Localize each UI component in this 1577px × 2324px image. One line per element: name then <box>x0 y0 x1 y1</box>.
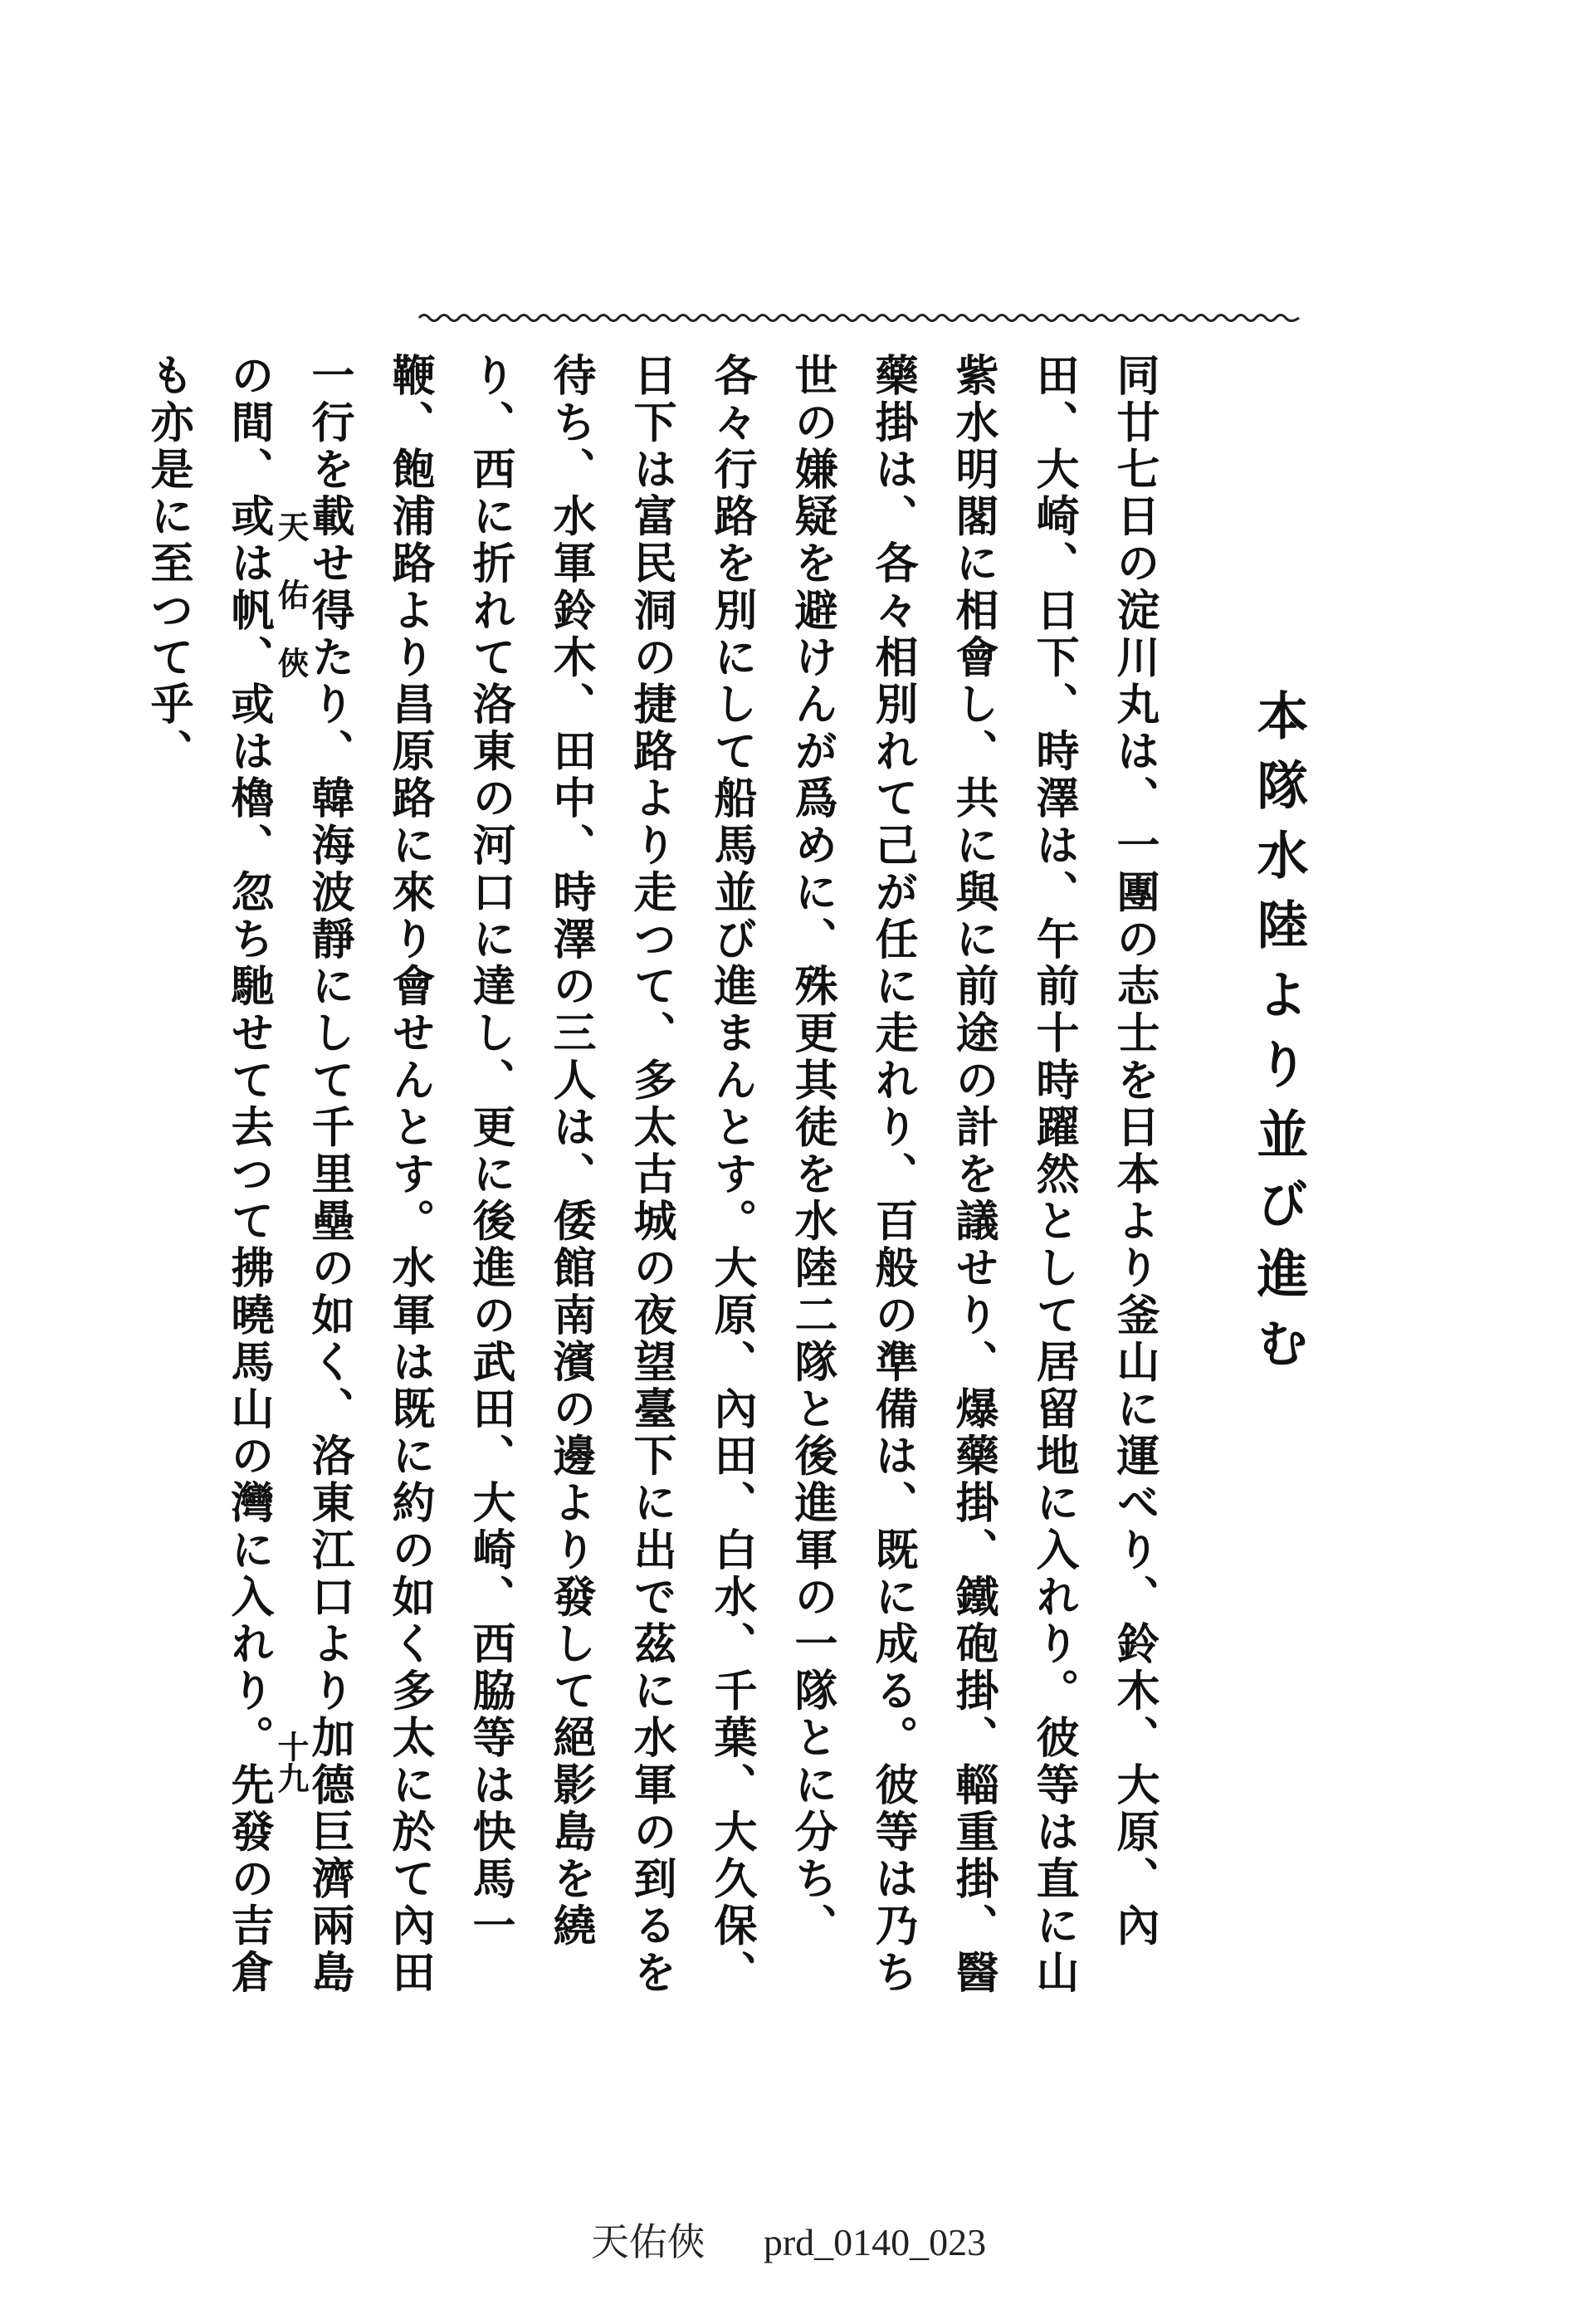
footer-title: 天佑俠 <box>590 2221 706 2263</box>
footer-id: prd_0140_023 <box>763 2221 987 2263</box>
chapter-heading: 本隊水陸より並び進む <box>1248 689 1309 1386</box>
body-paragraph: 同廿七日の淀川丸は、一團の志士を日本より釜山に運べり、鈴木、大原、內田、大崎、日下、時澤は、午前十時躍然として居留地に入れり。彼等は直に山紫水明閣に相會し、共に與に前途の計を議せり、爆藥掛、鐵砲掛、輜重掛、醫藥掛は、各々相別れて己が任に走れり、百般の準備は、既に成る。彼等は乃ち世の嫌疑を避けんが爲めに、殊更其徒を水陸二隊と後進軍の一隊とに分ち、各々行路を別にして船馬並び進まんとす。大原、內田、白水、千葉、大久保、日下は富民洞の捷路より走つて、多太古城の夜望臺下に出で茲に水軍の到るを待ち、水軍鈴木、田中、時澤の三人は、倭館南濱の邊より發して絕影島を繞り、西に折れて洛東の河口に達し、更に後進の武田、大崎、西脇等は快馬一鞭、飽浦路より昌原路に來り會せんとす。水軍は既に約の如く多太に於て內田一行を載せ得たり、韓海波靜にして千里壘の如く、洛東江口より加德巨濟兩島の間、或は帆、或は櫓、忽ち馳せて去つて拂曉馬山の灣に入れり。先發の吉倉も亦是に至つて乎、 <box>143 353 1160 1997</box>
running-header-title: 天佑俠 <box>272 510 310 715</box>
scan-footer <box>0 2212 1577 2267</box>
wavy-rule-divider <box>419 309 1299 327</box>
page-number: 十九 <box>272 1731 310 1794</box>
